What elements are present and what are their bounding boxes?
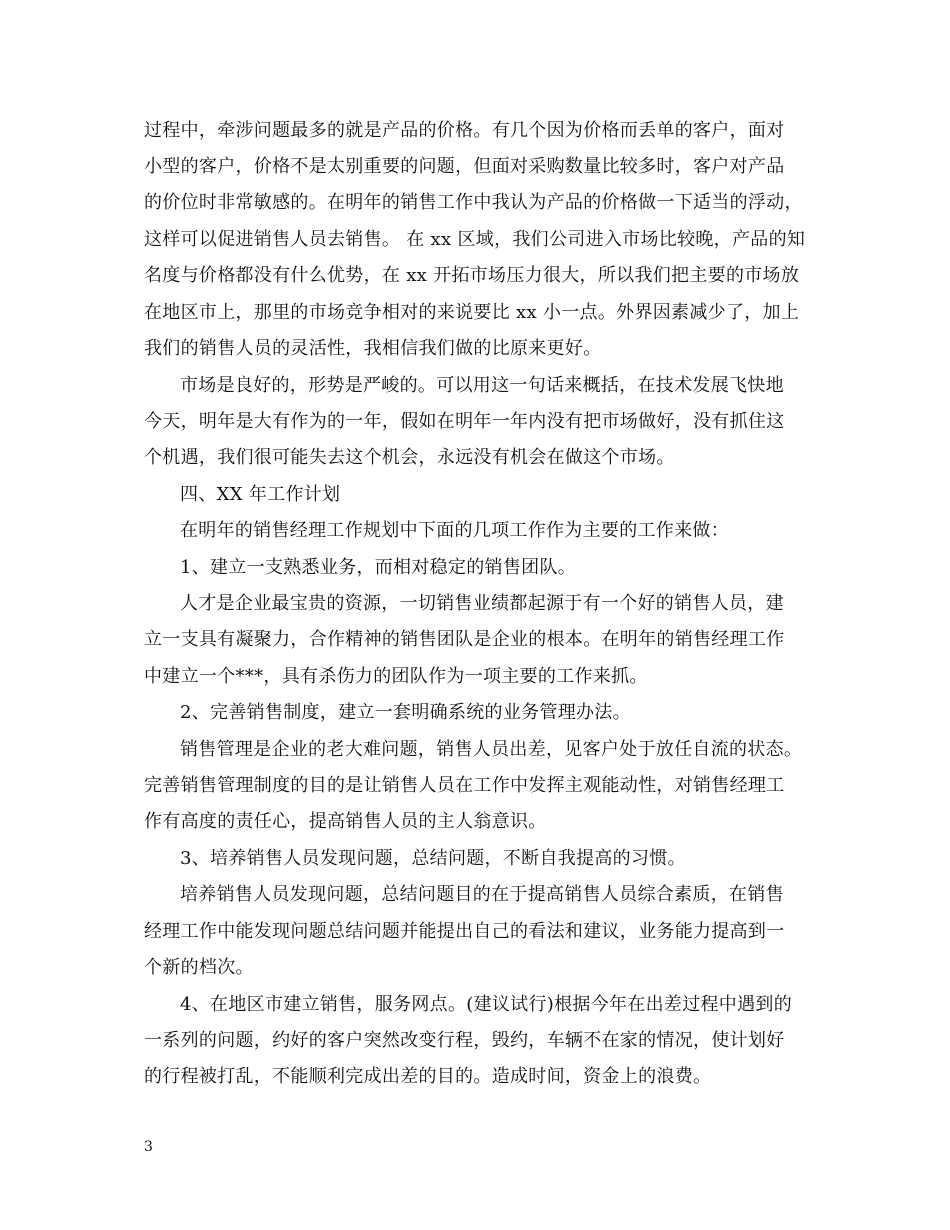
list-item-heading: 1、建立一支熟悉业务，而相对稳定的销售团队。 xyxy=(180,557,577,578)
text-line: 人才是企业最宝贵的资源，一切销售业绩都起源于有一个好的销售人员，建 xyxy=(180,593,784,614)
text-line: 培养销售人员发现问题，总结问题目的在于提高销售人员综合素质，在销售 xyxy=(180,884,784,905)
text-line: 我们的销售人员的灵活性，我相信我们做的比原来更好。 xyxy=(144,338,602,359)
text-line: 经理工作中能发现问题总结问题并能提出自己的看法和建议，业务能力提高到一 xyxy=(144,921,785,942)
text-line: 个新的档次。 xyxy=(144,957,254,978)
list-item-heading: 2、完善销售制度，建立一套明确系统的业务管理办法。 xyxy=(180,702,631,723)
list-item-heading: 4、在地区市建立销售，服务网点。(建议试行)根据今年在出差过程中遇到的 xyxy=(180,994,792,1015)
text-line: 个机遇，我们很可能失去这个机会，永远没有机会在做这个市场。 xyxy=(144,447,675,468)
text-line: 过程中，牵涉问题最多的就是产品的价格。有几个因为价格而丢单的客户，面对 xyxy=(144,120,785,141)
text-line: 中建立一个***，具有杀伤力的团队作为一项主要的工作来抓。 xyxy=(144,666,648,687)
list-item-heading: 3、培养销售人员发现问题，总结问题，不断自我提高的习惯。 xyxy=(180,848,686,869)
text-line: 今天，明年是大有作为的一年，假如在明年一年内没有把市场做好，没有抓住这 xyxy=(144,411,785,432)
text-line: 一系列的问题，约好的客户突然改变行程，毁约，车辆不在家的情况，使计划好 xyxy=(144,1030,785,1051)
text-line: 在地区市上，那里的市场竞争相对的来说要比 xx 小一点。外界因素减少了，加上 xyxy=(144,302,800,323)
section-heading: 四、XX 年工作计划 xyxy=(180,484,341,505)
text-line: 市场是良好的，形势是严峻的。可以用这一句话来概括，在技术发展飞快地 xyxy=(180,375,784,396)
text-line: 的价位时非常敏感的。在明年的销售工作中我认为产品的价格做一下适当的浮动， xyxy=(144,192,803,213)
text-line: 小型的客户，价格不是太别重要的问题，但面对采购数量比较多时，客户对产品 xyxy=(144,156,785,177)
text-line: 这样可以促进销售人员去销售。 在 xx 区域，我们公司进入市场比较晚，产品的知 xyxy=(144,229,806,250)
page-number: 3 xyxy=(144,1139,153,1155)
text-line: 立一支具有凝聚力，合作精神的销售团队是企业的根本。在明年的销售经理工作 xyxy=(144,629,785,650)
text-line: 名度与价格都没有什么优势，在 xx 开拓市场压力很大，所以我们把主要的市场放 xyxy=(144,265,800,286)
text-line: 完善销售管理制度的目的是让销售人员在工作中发挥主观能动性，对销售经理工 xyxy=(144,775,785,796)
text-line: 销售管理是企业的老大难问题，销售人员出差，见客户处于放任自流的状态。 xyxy=(180,739,803,760)
text-line: 的行程被打乱，不能顺利完成出差的目的。造成时间，资金上的浪费。 xyxy=(144,1066,712,1087)
text-line: 在明年的销售经理工作规划中下面的几项工作作为主要的工作来做： xyxy=(180,520,729,541)
text-line: 作有高度的责任心，提高销售人员的主人翁意识。 xyxy=(144,811,547,832)
